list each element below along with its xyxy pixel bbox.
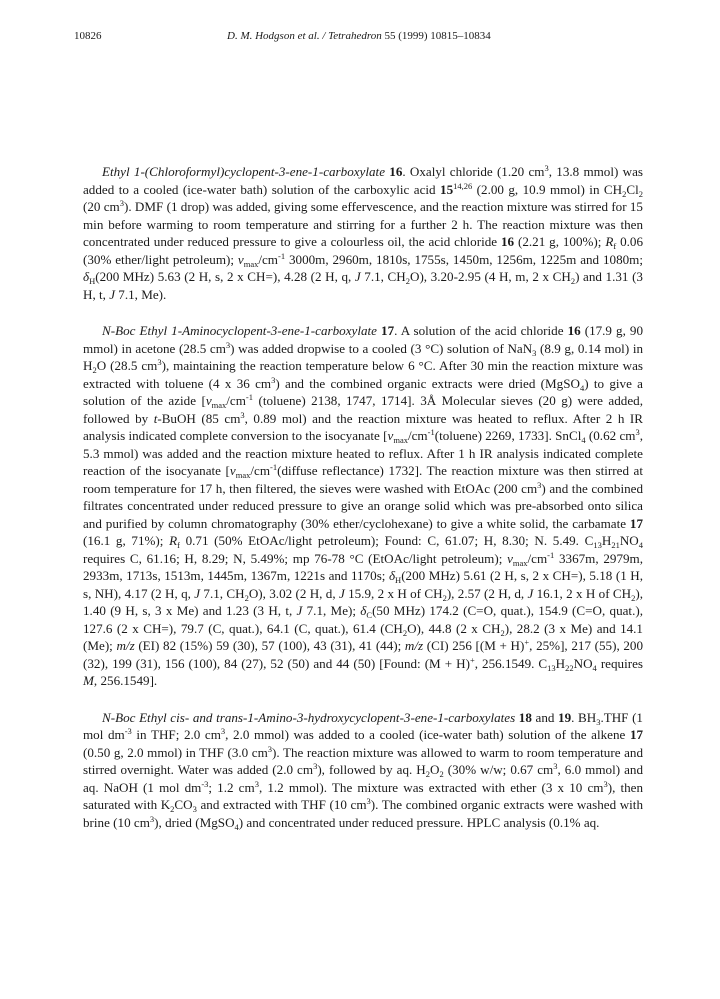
text-segment: ) and concentrated under reduced pressure. HPLC analysis (0.1% aq. xyxy=(238,814,600,830)
running-head-volume: 55 (1999) 10815–10834 xyxy=(381,30,491,42)
text-segment: , 256.1549]. xyxy=(93,673,158,688)
text-segment: -3 xyxy=(124,726,132,736)
text-segment: 7.1, CH xyxy=(200,585,245,601)
text-segment: 2 xyxy=(442,592,447,603)
text-segment: -1 xyxy=(270,462,278,472)
text-segment: 0.06 (30% ether/light petroleum); xyxy=(83,234,643,267)
text-segment: , 5.3 mmol) was added and the reaction mixture heated to reflux. After 1 h IR analysis indicated complete reaction of the isocyanate [ xyxy=(83,428,643,478)
text-segment: O), 3.02 (2 H, d, xyxy=(248,585,339,601)
text-segment: Cl xyxy=(626,181,639,197)
text-segment: 3 xyxy=(220,726,226,736)
text-segment: ; 1.2 cm xyxy=(208,779,255,795)
text-segment: Ethyl 1-(Chloroformyl)cyclopent-3-ene-1-carboxylate xyxy=(102,164,390,179)
text-segment: + xyxy=(524,637,530,647)
text-segment: J xyxy=(527,585,534,601)
text-segment: -3 xyxy=(201,778,209,789)
text-segment: 2 xyxy=(570,276,576,286)
text-segment: 3000m, 2960m, 1810s, 1755s, 1450m, 1256m, 1225m and 1080m; xyxy=(285,251,643,267)
paragraph-compounds-18-19 xyxy=(83,709,643,832)
text-segment: . A solution of the acid chloride xyxy=(394,323,568,338)
paragraph-compound-16 xyxy=(83,163,643,303)
text-segment: (8.9 g, 0.14 mol) in H xyxy=(83,340,643,373)
text-segment: ), maintaining the reaction temperature below 6 °C. After 30 min the reaction mixture was extracted with toluene (4 x 36 cm xyxy=(83,358,643,391)
text-segment: . Oxalyl chloride (1.20 cm xyxy=(402,164,545,179)
text-segment: , 1.2 mmol). The mixture was extracted with ether (3 x 10 cm xyxy=(258,779,604,795)
text-segment: 3 xyxy=(149,813,155,824)
text-segment: 17 xyxy=(629,515,643,531)
text-segment: -1 xyxy=(278,250,286,261)
text-segment: 7.1, Me); xyxy=(302,603,361,618)
text-segment: 2 xyxy=(500,627,505,638)
running-header xyxy=(0,27,720,47)
text-segment: ). DMF (1 drop) was added, giving some effervescence, and the reaction mixture was stirred for 15 min before warming to room temperature and stirring for a further 2 h. The reaction mixture was then concentrated under reduced pressure to give a colourless oil, the acid chloride xyxy=(83,199,643,249)
text-segment: 2 xyxy=(405,276,410,286)
text-segment: ), 1.40 (9 H, s, 3 x Me) and 1.23 (3 H, t, xyxy=(83,585,643,618)
text-segment: 2 xyxy=(638,188,643,199)
text-segment: max xyxy=(393,435,408,445)
text-segment: 3 xyxy=(225,339,231,350)
article-body xyxy=(83,163,643,850)
text-segment: 4 xyxy=(581,435,586,445)
text-segment: -1 xyxy=(427,427,435,437)
text-segment: 0.71 (50% EtOAc/light petroleum); Found: C, 61.07; H, 8.30; N. 5.49. C xyxy=(179,533,594,548)
text-segment: f xyxy=(177,540,180,550)
text-segment: 2 xyxy=(244,592,249,603)
text-segment: 16 xyxy=(500,234,515,249)
text-segment: 2 xyxy=(425,769,430,779)
text-segment: max xyxy=(512,557,528,568)
text-segment: ) to give a solution of the azide [ xyxy=(83,375,643,408)
text-segment: (toluene) 2269, 1733]. SnCl xyxy=(434,428,582,443)
text-segment: 15 xyxy=(440,181,454,197)
text-segment: m/z xyxy=(116,638,135,653)
text-segment: ), followed by aq. H xyxy=(317,762,426,777)
text-segment: requires xyxy=(596,655,643,671)
text-segment: (2.00 g, 10.9 mmol) in CH xyxy=(472,181,623,197)
text-segment: , 13.8 mmol) was added to a cooled (ice-water bath) solution of the carboxylic acid xyxy=(83,164,643,197)
text-segment: 3 xyxy=(537,479,542,490)
text-segment: -BuOH (85 cm xyxy=(157,410,241,426)
text-segment: 3 xyxy=(240,409,245,420)
text-segment: ), dried (MgSO xyxy=(154,814,235,830)
text-segment: ) was added dropwise to a cooled (3 °C) solution of NaN xyxy=(230,340,533,356)
text-segment: 2 xyxy=(402,627,408,638)
text-segment: J xyxy=(296,603,303,618)
text-segment: 13 xyxy=(593,540,602,550)
text-segment: and xyxy=(531,709,559,725)
text-segment: /cm xyxy=(407,428,428,443)
text-segment: M xyxy=(83,673,94,688)
text-segment: (20 cm xyxy=(83,199,120,214)
text-segment: (0.50 g, 2.0 mmol) in THF (3.0 cm xyxy=(83,744,268,760)
text-segment: 3 xyxy=(366,796,371,806)
text-segment: (0.62 cm xyxy=(585,428,636,443)
text-segment: ν xyxy=(507,550,513,566)
text-segment: H xyxy=(555,655,566,671)
text-segment: 2 xyxy=(631,592,636,603)
text-segment: C xyxy=(366,610,373,620)
text-segment: 7.1, CH xyxy=(360,269,406,284)
text-segment: -1 xyxy=(245,392,254,402)
text-segment: 3 xyxy=(635,427,640,437)
text-segment: , 0.89 mol) and the reaction mixture was heated to reflux. After 2 h IR analysis indicated complete conversion to the isocyanate [ xyxy=(83,410,643,443)
text-segment: (30% w/w; 0.67 cm xyxy=(443,762,554,777)
text-segment: 17 xyxy=(629,727,644,742)
text-segment: 3 xyxy=(532,347,537,358)
paragraph-compound-17 xyxy=(83,322,643,690)
text-segment: requires C, 61.16; H, 8.29; N, 5.49%; mp 76-78 °C (EtOAc/light petroleum); xyxy=(83,550,508,566)
text-segment: NO xyxy=(573,655,593,671)
text-segment: 7.1, Me). xyxy=(115,286,167,302)
text-segment: 16.1, 2 x H of CH xyxy=(533,585,632,601)
text-segment: O xyxy=(430,762,440,777)
text-segment: 16 xyxy=(567,323,581,338)
text-segment: (50 MHz) 174.2 (C=O, quat.), 154.9 (C=O, quat.), 127.6 (2 x CH=), 79.7 (C, quat.), 64.1 (C, quat.), 61.4 (CH xyxy=(83,603,643,636)
text-segment: J xyxy=(194,585,201,601)
text-segment: 3 xyxy=(119,198,124,208)
text-segment: ν xyxy=(387,428,394,443)
text-segment: , 25%], 217 (55), 200 (32), 199 (31), 156 (100), 84 (27), 52 (50) and 44 (50) [Found: (M + H) xyxy=(83,638,644,671)
text-segment: J xyxy=(354,269,361,284)
text-segment: δ xyxy=(360,603,367,618)
text-segment: CO xyxy=(174,797,193,812)
text-segment: ν xyxy=(205,393,212,408)
text-segment: 16 xyxy=(389,164,403,179)
text-segment: H xyxy=(89,276,96,286)
text-segment: 19 xyxy=(558,709,572,725)
text-segment: O), 44.8 (2 x CH xyxy=(407,620,501,636)
text-segment: ) and the combined filtrates concentrated under reduced pressure to give an orange solid which was pre-absorbed onto silica and purified by column chromatography (30% ether/cyclohexane) to give a white solid, the carbamate xyxy=(83,480,644,531)
text-segment: H xyxy=(395,575,402,585)
text-segment: 4 xyxy=(638,540,643,550)
text-segment: 2 xyxy=(622,188,627,199)
text-segment: N-Boc Ethyl cis- and trans-1-Amino-3-hydroxycyclopent-3-ene-1-carboxylates xyxy=(102,709,519,725)
text-segment: max xyxy=(211,400,227,410)
text-segment: ) and the combined organic extracts were dried (MgSO xyxy=(275,375,580,391)
text-segment: ), 2.57 (2 H, d, xyxy=(446,585,528,601)
text-segment: 3367m, 2979m, 2933m, 1713s, 1513m, 1445m, 1367m, 1221s and 1170s; xyxy=(83,550,643,583)
text-segment: ). The reaction mixture was allowed to warm to room temperature and stirred overnight. Water was added (2.0 cm xyxy=(83,744,643,777)
text-segment: /cm xyxy=(226,393,246,408)
text-segment: 18 xyxy=(518,709,532,725)
text-segment: max xyxy=(243,258,259,269)
text-segment: R xyxy=(169,533,178,548)
text-segment: 2 xyxy=(92,365,97,375)
text-segment: 21 xyxy=(611,540,620,550)
text-segment: . BH xyxy=(571,709,597,725)
text-segment: 3 xyxy=(157,357,162,367)
text-segment: + xyxy=(469,654,475,665)
text-segment: 3 xyxy=(254,778,259,789)
text-segment: -1 xyxy=(547,549,555,560)
text-segment: (diffuse reflectance) 1732]. The reaction mixture was then stirred at room temperature for 17 h, then filtered, the sieves were washed with EtOAc (200 cm xyxy=(83,463,644,496)
running-head-separator: / xyxy=(319,30,329,42)
text-segment: 3 xyxy=(192,804,197,814)
text-segment: (16.1 g, 71%); xyxy=(83,533,170,548)
text-segment: 17 xyxy=(381,323,395,338)
text-segment: /cm xyxy=(527,550,548,566)
text-segment: m/z xyxy=(404,638,424,653)
text-segment: 15.9, 2 x H of CH xyxy=(344,585,443,601)
text-segment: N-Boc Ethyl 1-Aminocyclopent-3-ene-1-carboxylate xyxy=(102,323,382,338)
text-segment: 3 xyxy=(553,761,558,771)
text-segment: 2 xyxy=(439,769,444,779)
text-segment: 3 xyxy=(603,778,608,789)
text-segment: /cm xyxy=(250,463,271,478)
text-segment: in THF; 2.0 cm xyxy=(131,727,221,742)
text-segment: δ xyxy=(388,568,396,583)
text-segment: 4 xyxy=(592,662,597,673)
text-segment: (EI) 82 (15%) 59 (30), 57 (100), 43 (31), 41 (44); xyxy=(134,638,405,653)
text-segment: 4 xyxy=(234,821,239,832)
text-segment: O), 3.20-2.95 (4 H, m, 2 x CH xyxy=(409,269,571,284)
page-number: 10826 xyxy=(74,30,102,42)
running-head xyxy=(227,30,491,42)
text-segment: 3 xyxy=(271,374,276,385)
text-segment: (17.9 g, 90 mmol) in acetone (28.5 cm xyxy=(83,323,643,356)
text-segment: 3 xyxy=(313,761,318,771)
text-segment: (200 MHz) 5.61 (2 H, s, 2 x CH=), 5.18 (1 H, s, NH), 4.17 (2 H, q, xyxy=(83,568,643,601)
text-segment: f xyxy=(613,241,617,251)
text-segment: (CI) 256 [(M + H) xyxy=(423,638,525,653)
running-head-journal: Tetrahedron xyxy=(328,30,382,42)
text-segment: max xyxy=(235,470,251,480)
text-segment: R xyxy=(605,234,614,249)
text-segment: , 6.0 mmol) and aq. NaOH (1 mol dm xyxy=(83,762,644,795)
running-head-authors: D. M. Hodgson et al. xyxy=(227,30,320,42)
text-segment: O (28.5 cm xyxy=(96,358,158,373)
text-segment: t xyxy=(153,410,158,426)
text-segment: , 256.1549. C xyxy=(474,655,548,671)
text-segment: (2.21 g, 100%); xyxy=(514,234,606,249)
text-segment: ) and 1.31 (3 H, t, xyxy=(83,269,643,302)
text-segment: J xyxy=(338,585,345,601)
text-segment: J xyxy=(109,286,115,302)
text-segment: /cm xyxy=(258,251,278,267)
text-segment: H xyxy=(601,533,612,548)
text-segment: (200 MHz) 5.63 (2 H, s, 2 x CH=), 4.28 (2 H, q, xyxy=(95,269,355,284)
text-segment: .THF (1 mol dm xyxy=(83,709,643,742)
text-segment: 22 xyxy=(565,662,574,673)
text-segment: (toluene) 2138, 1747, 1714]. 3Å Molecular sieves (20 g) were added, followed by xyxy=(83,393,643,426)
text-segment: 2 xyxy=(170,804,175,814)
text-segment: 13 xyxy=(547,662,556,673)
text-segment: ). The combined organic extracts were washed with brine (10 cm xyxy=(83,797,643,830)
text-segment: 4 xyxy=(579,382,585,393)
text-segment: ), 28.2 (3 x Me) and 14.1 (Me); xyxy=(83,620,643,653)
text-segment: 3 xyxy=(267,743,273,754)
text-segment: ν xyxy=(237,251,244,267)
text-segment: and extracted with THF (10 cm xyxy=(196,797,367,812)
text-segment: δ xyxy=(83,269,90,284)
text-segment: NO xyxy=(619,533,639,548)
text-segment: 3 xyxy=(596,716,601,727)
text-segment: ), then saturated with K xyxy=(83,779,644,812)
text-segment: 3 xyxy=(544,163,549,173)
text-segment: 14,26 xyxy=(453,180,473,191)
text-segment: ν xyxy=(229,463,236,478)
text-segment: , 2.0 mmol) was added to a cooled (ice-water bath) solution of the alkene xyxy=(225,727,630,742)
